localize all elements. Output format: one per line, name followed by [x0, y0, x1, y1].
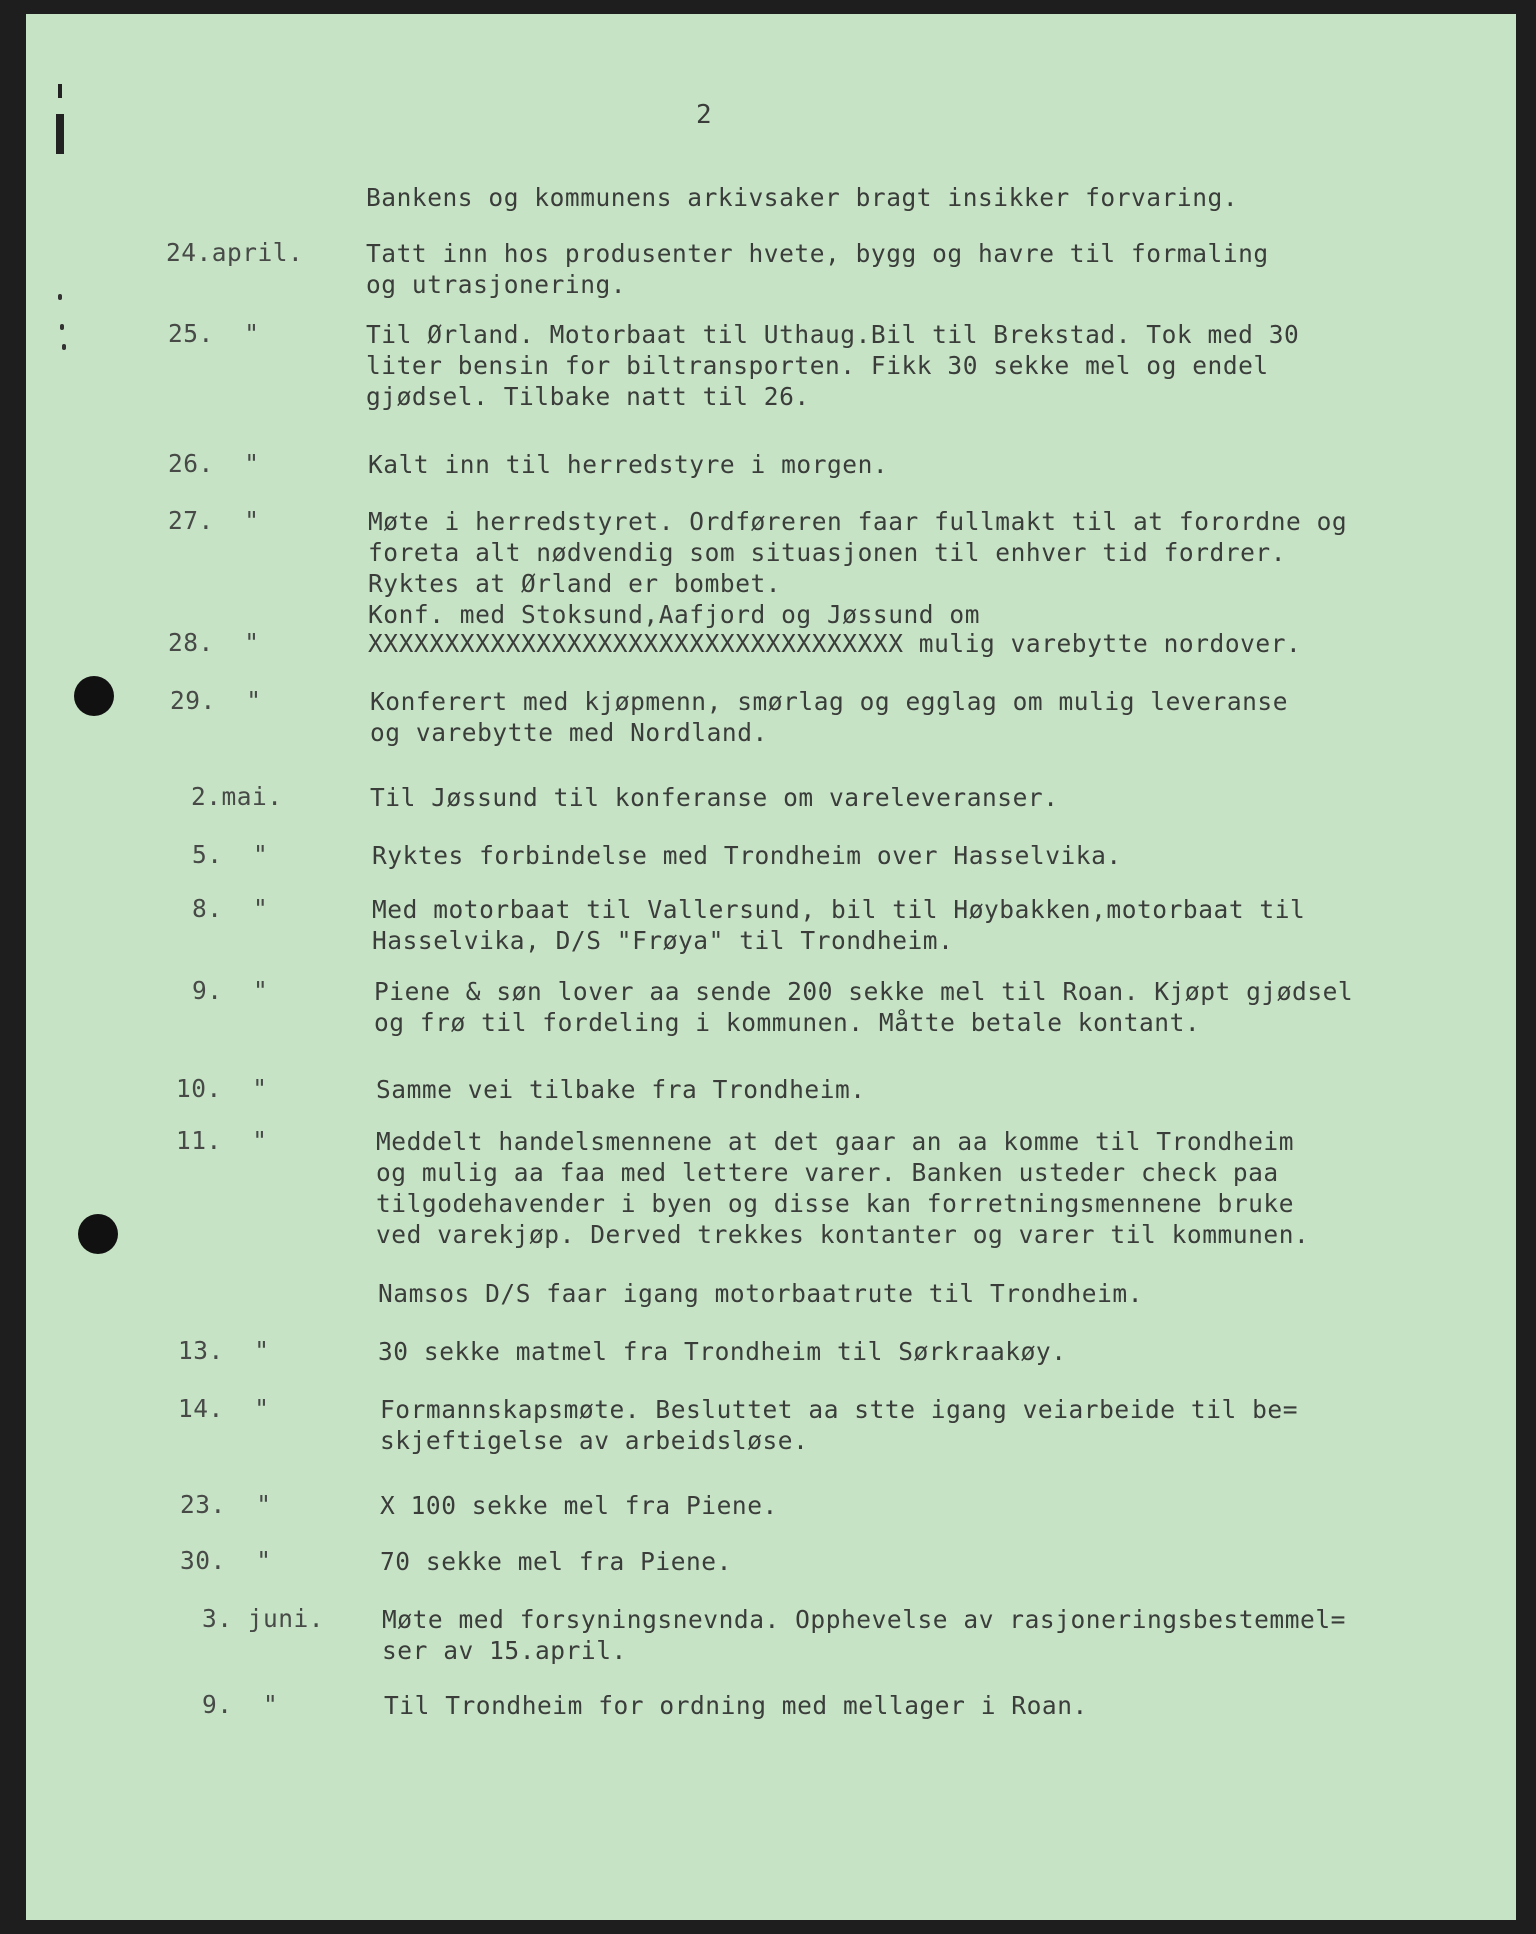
entry-line: X 100 sekke mel fra Piene.	[380, 1491, 778, 1520]
entry-line: og frø til fordeling i kommunen. Måtte betale kontant.	[374, 1008, 1201, 1037]
entry-line: Konf. med Stoksund,Aafjord og Jøssund om	[368, 600, 981, 629]
page-number: 2	[696, 100, 712, 130]
entry-text	[370, 782, 1059, 813]
entry-text	[376, 1126, 1309, 1250]
entry-line: Konferert med kjøpmenn, smørlag og egglag om mulig leveranse	[370, 687, 1289, 716]
margin-mark	[58, 84, 62, 98]
entry-line: foreta alt nødvendig som situasjonen til enhver tid fordrer.	[368, 538, 1287, 567]
entry-date: 30. "	[180, 1546, 272, 1575]
entry-text	[380, 1394, 1298, 1456]
entry-date: 5. "	[192, 840, 269, 869]
entry-date: 13. "	[178, 1336, 270, 1365]
entry-date: 8. "	[192, 894, 269, 923]
entry-line: Namsos D/S faar igang motorbaatrute til Trondheim.	[378, 1279, 1144, 1308]
entry-date: 11. "	[176, 1126, 268, 1155]
margin-mark	[58, 294, 62, 300]
entry-line: gjødsel. Tilbake natt til 26.	[366, 382, 810, 411]
entry-date: 27. "	[168, 506, 260, 535]
entry-text	[366, 238, 1269, 300]
entry-date: 9. "	[192, 976, 269, 1005]
entry-line: Kalt inn til herredstyre i morgen.	[368, 450, 889, 479]
entry-date: 28. "	[168, 628, 260, 657]
entry-text	[372, 840, 1122, 871]
entry-date: 26. "	[168, 449, 260, 478]
entry-text	[376, 1074, 866, 1105]
entry-text	[382, 1604, 1346, 1666]
document-page	[26, 14, 1516, 1920]
entry-text	[384, 1690, 1088, 1721]
entry-line: og mulig aa faa med lettere varer. Banken usteder check paa	[376, 1158, 1279, 1187]
entry-text	[380, 1546, 732, 1577]
entry-date: 2.mai.	[191, 782, 283, 811]
margin-mark	[60, 324, 64, 330]
entry-date: 24.april.	[166, 238, 304, 267]
entry-line: 30 sekke matmel fra Trondheim til Sørkraakøy.	[378, 1337, 1067, 1366]
entry-line-struck: XXXXXXXXXXXXXXXXXXXXXXXXXXXXXXXXXXX mulig varebytte nordover.	[368, 629, 1302, 658]
entry-line: og utrasjonering.	[366, 270, 627, 299]
entry-line: tilgodehavender i byen og disse kan forretningsmennene bruke	[376, 1189, 1295, 1218]
entry-date: 25. "	[168, 319, 260, 348]
punch-hole	[74, 676, 114, 716]
entry-text	[372, 894, 1305, 956]
entry-text	[368, 628, 1301, 659]
entry-line: Møte i herredstyret. Ordføreren faar fullmakt til at forordne og	[368, 507, 1348, 536]
entry-date: 3. juni.	[202, 1604, 325, 1633]
entry-line: Ryktes at Ørland er bombet.	[368, 569, 782, 598]
entry-line: Tatt inn hos produsenter hvete, bygg og havre til formaling	[366, 239, 1269, 268]
entry-text	[378, 1336, 1067, 1367]
margin-mark	[62, 344, 66, 350]
entry-line: ved varekjøp. Derved trekkes kontanter og varer til kommunen.	[376, 1220, 1310, 1249]
punch-hole	[78, 1214, 118, 1254]
entry-text	[368, 449, 888, 480]
entry-line: Til Jøssund til konferanse om vareleveranser.	[370, 783, 1059, 812]
entry-text	[366, 319, 1299, 412]
entry-line: Bankens og kommunens arkivsaker bragt insikker forvaring.	[366, 183, 1239, 212]
entry-date: 14. "	[178, 1394, 270, 1423]
entry-line: Ryktes forbindelse med Trondheim over Hasselvika.	[372, 841, 1122, 870]
margin-mark	[56, 114, 64, 154]
entry-date: 23. "	[180, 1490, 272, 1519]
entry-text	[380, 1490, 778, 1521]
entry-line: Til Trondheim for ordning med mellager i Roan.	[384, 1691, 1088, 1720]
entry-line: 70 sekke mel fra Piene.	[380, 1547, 732, 1576]
entry-line: Formannskapsmøte. Besluttet aa stte igang veiarbeide til be=	[380, 1395, 1299, 1424]
entry-line: Hasselvika, D/S "Frøya" til Trondheim.	[372, 926, 954, 955]
entry-line: Meddelt handelsmennene at det gaar an aa komme til Trondheim	[376, 1127, 1295, 1156]
entry-line: Med motorbaat til Vallersund, bil til Høybakken,motorbaat til	[372, 895, 1306, 924]
entry-line: Til Ørland. Motorbaat til Uthaug.Bil til Brekstad. Tok med 30	[366, 320, 1300, 349]
entry-line: Piene & søn lover aa sende 200 sekke mel til Roan. Kjøpt gjødsel	[374, 977, 1354, 1006]
entry-line: liter bensin for biltransporten. Fikk 30 sekke mel og endel	[366, 351, 1269, 380]
entry-text	[370, 686, 1288, 748]
entry-text	[374, 976, 1353, 1038]
entry-line: Samme vei tilbake fra Trondheim.	[376, 1075, 866, 1104]
entry-date: 9. "	[202, 1690, 279, 1719]
entry-line: og varebytte med Nordland.	[370, 718, 768, 747]
entry-line: Møte med forsyningsnevnda. Opphevelse av rasjoneringsbestemmel=	[382, 1605, 1346, 1634]
entry-text	[366, 182, 1238, 213]
entry-date: 10. "	[176, 1074, 268, 1103]
entry-text	[378, 1278, 1143, 1309]
entry-date: 29. "	[170, 686, 262, 715]
entry-text	[368, 506, 1347, 630]
entry-line: ser av 15.april.	[382, 1636, 627, 1665]
entry-line: skjeftigelse av arbeidsløse.	[380, 1426, 809, 1455]
